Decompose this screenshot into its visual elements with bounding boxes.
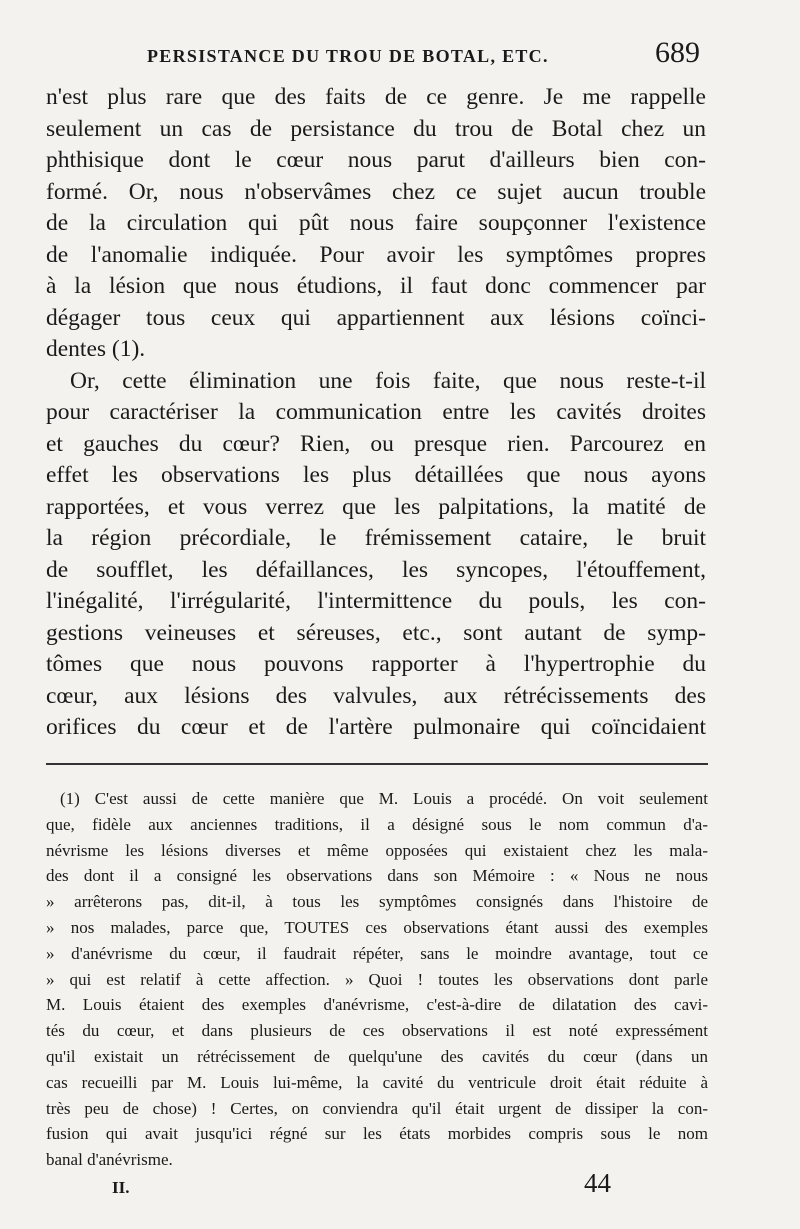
footnote-line: que, fidèle aux anciennes traditions, il a désigné sous le nom commun d'a- <box>46 814 708 834</box>
footnote-line: fusion qui avait jusqu'ici régné sur les états morbides compris sous le nom <box>46 1124 708 1144</box>
text-line: de la circulation qui pût nous faire soupçonner l'existence <box>46 210 706 236</box>
footnote-line: qu'il existait un rétrécissement de quelqu'une des cavités du cœur (dans un <box>46 1046 708 1066</box>
footnote-line: banal d'anévrisme. <box>46 1150 173 1170</box>
text-line: dentes (1). <box>46 336 146 362</box>
text-line: gestions veineuses et séreuses, etc., sont autant de symp- <box>46 619 706 646</box>
sheet-number: 44 <box>584 1168 611 1198</box>
footnote-line: M. Louis étaient des exemples d'anévrisme, c'est-à-dire de dilatation des cavi- <box>46 995 708 1015</box>
running-title: PERSISTANCE DU TROU DE BOTAL, ETC. <box>147 46 549 66</box>
footnote-line: » nos malades, parce que, TOUTES ces observations étant aussi des exemples <box>46 917 708 937</box>
text-line: seulement un cas de persistance du trou de Botal chez un <box>46 115 706 142</box>
text-line: Or, cette élimination une fois faite, que nous reste-t-il <box>70 367 706 394</box>
footnote-line: très peu de chose) ! Certes, on conviendra qu'il était urgent de dissiper la con- <box>46 1098 708 1118</box>
text-line: pour caractériser la communication entre les cavités droites <box>46 399 706 425</box>
text-line: rapportées, et vous verrez que les palpitations, la matité de <box>46 493 706 520</box>
text-line: phthisique dont le cœur nous parut d'ailleurs bien con- <box>46 147 706 173</box>
text-line: tômes que nous pouvons rapporter à l'hypertrophie du <box>46 651 706 677</box>
page-header <box>0 36 800 80</box>
text-line: la région précordiale, le frémissement cataire, le bruit <box>46 525 706 551</box>
text-line: orifices du cœur et de l'artère pulmonaire qui coïncidaient <box>46 714 706 740</box>
footnote-line: (1) C'est aussi de cette manière que M. Louis a procédé. On voit seulement <box>60 789 708 808</box>
text-line: dégager tous ceux qui appartiennent aux lésions coïnci- <box>46 304 706 331</box>
page-footer <box>0 1168 800 1208</box>
footnote-line: tés du cœur, et dans plusieurs de ces observations il est noté expressément <box>46 1021 708 1041</box>
footnote-line: » qui est relatif à cette affection. » Quoi ! toutes les observations dont parle <box>46 969 708 989</box>
text-line: n'est plus rare que des faits de ce genre. Je me rappelle <box>46 84 706 110</box>
text-line: formé. Or, nous n'observâmes chez ce sujet aucun trouble <box>46 178 706 205</box>
main-text <box>46 82 706 744</box>
page-number: 689 <box>655 36 700 69</box>
volume-signature: II. <box>112 1178 130 1197</box>
footnote <box>46 786 708 1173</box>
text-line: et gauches du cœur? Rien, ou presque rien. Parcourez en <box>46 430 706 457</box>
footnote-divider <box>46 763 708 765</box>
footnote-line: » arrêterons pas, dit-il, à tous les symptômes consignés dans l'histoire de <box>46 892 708 912</box>
footnote-line: cas recueilli par M. Louis lui-même, la cavité du ventricule droit était réduite à <box>46 1072 708 1092</box>
text-line: de l'anomalie indiquée. Pour avoir les symptômes propres <box>46 241 706 268</box>
text-line: l'inégalité, l'irrégularité, l'intermittence du pouls, les con- <box>46 588 706 614</box>
text-line: effet les observations les plus détaillées que nous ayons <box>46 462 706 488</box>
footnote-line: des dont il a consigné les observations dans son Mémoire : « Nous ne nous <box>46 866 708 886</box>
text-line: de soufflet, les défaillances, les syncopes, l'étouffement, <box>46 556 706 583</box>
footnote-line: névrisme les lésions diverses et même opposées qui existaient chez les mala- <box>46 840 708 860</box>
text-line: à la lésion que nous étudions, il faut donc commencer par <box>46 273 706 299</box>
text-line: cœur, aux lésions des valvules, aux rétrécissements des <box>46 682 706 709</box>
footnote-line: » d'anévrisme du cœur, il faudrait répéter, sans le moindre avantage, tout ce <box>46 943 708 963</box>
